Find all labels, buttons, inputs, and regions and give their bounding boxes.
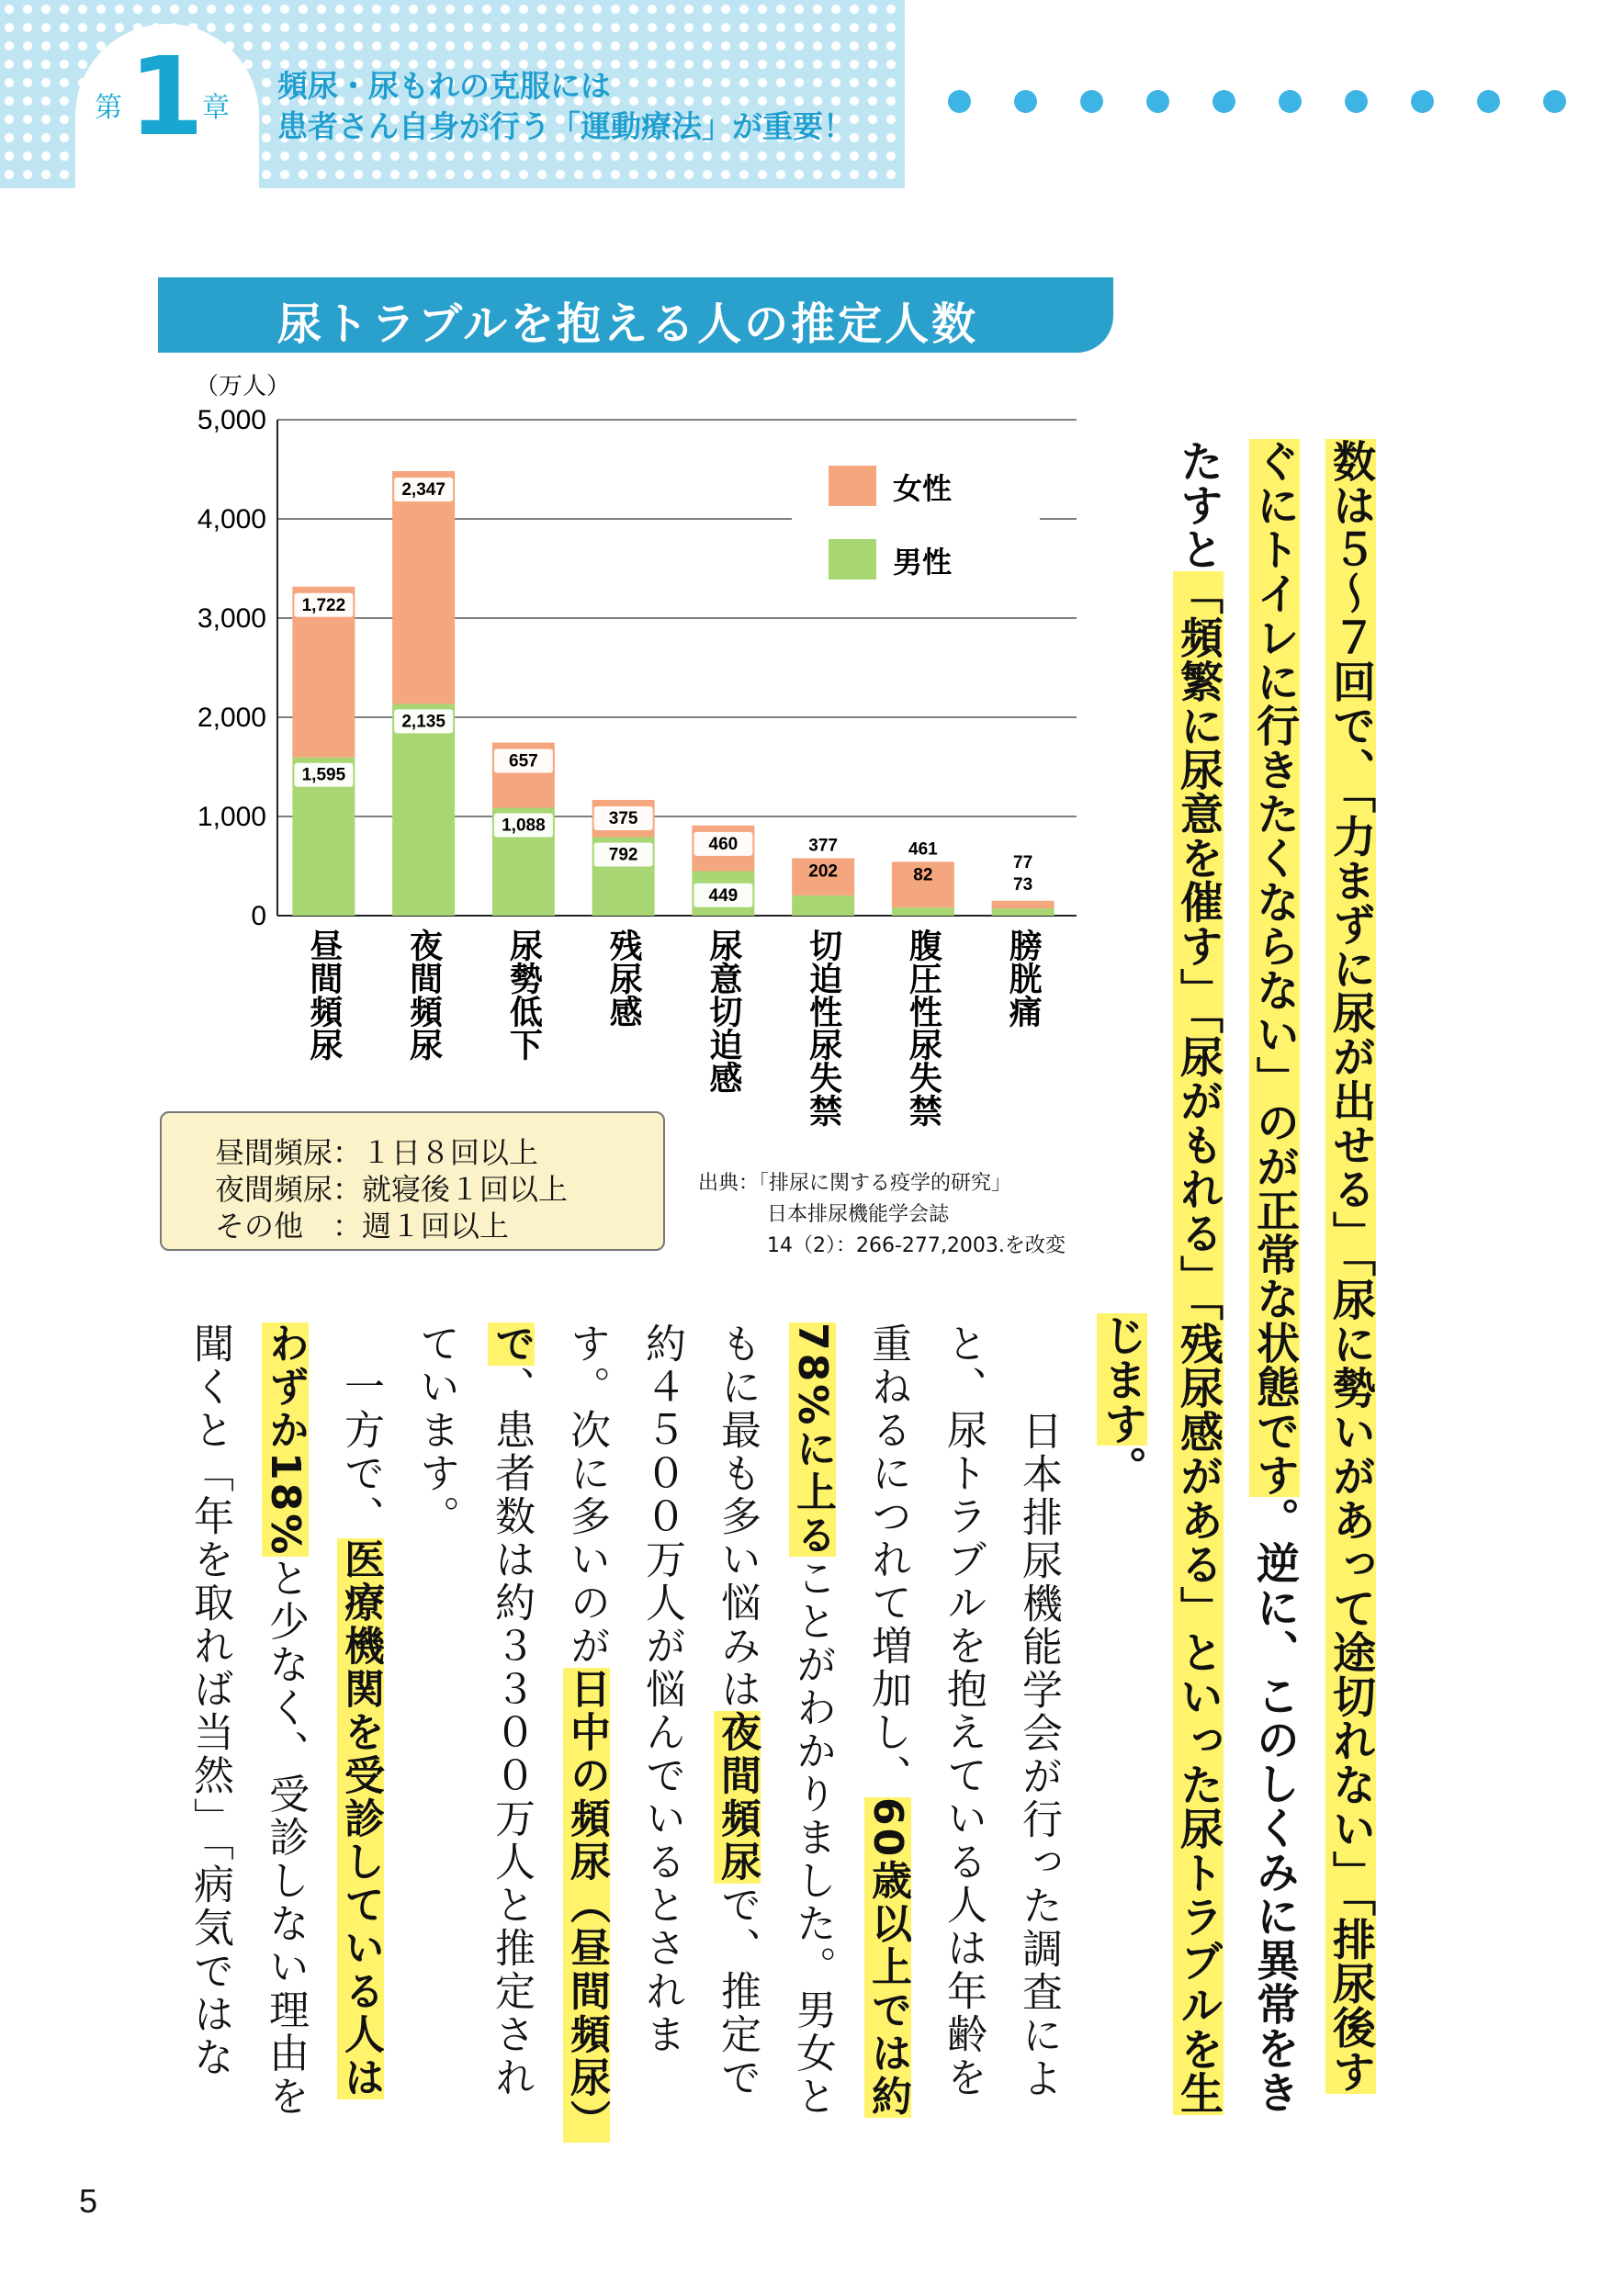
y-axis-unit-label: （万人） [195,372,291,400]
x-category-label: 夜間頻尿 [404,929,443,1061]
chapter-prefix: 第 [95,92,122,124]
data-label-female: 1,722 [301,595,346,615]
body-column-3 [864,1322,911,2119]
data-label-female: 461 [908,839,938,860]
x-category-label: 膀胱痛 [1004,929,1043,1028]
bar-male [392,703,455,916]
bar-female [392,471,455,703]
highlight: 数は５〜７回で、「力まずに尿が出せる」「尿に勢いがあって途切れない」「排尿後す [1325,439,1376,2094]
dot [1345,90,1368,113]
chapter-suffix: 章 [202,92,230,124]
highlight: ぐにトイレに行きたくならない」のが正常な状態です [1249,439,1300,1497]
bar-male [892,907,954,916]
chapter-title-line-1: 頻尿・尿もれの克服には [277,68,611,104]
plain-text: と、尿トラブルを抱えている人は年齢を [940,1322,987,2099]
upper-text-column-3 [1173,439,1224,2115]
plain-text: 日本排尿機能学会が行った調査によ [1015,1367,1062,2100]
highlight: 夜間頻尿 [714,1711,761,1884]
data-label-female: 77 [1013,852,1033,872]
y-tick-label: 1,000 [197,802,266,832]
plain-text: たすと [1173,439,1224,571]
data-label-female: 657 [509,751,538,771]
dot [1146,90,1169,113]
decorative-dots [948,90,1566,113]
data-label-male: 1,088 [502,816,546,836]
definition-box [160,1111,665,1251]
body-column-2 [940,1322,987,2099]
dot [1080,90,1103,113]
dot [1014,90,1037,113]
dot [1212,90,1235,113]
definition-other: その他 ：週１回以上 [215,1209,510,1244]
body-column-8 [488,1322,535,2099]
x-category-label: 昼間頻尿 [304,929,343,1061]
highlight: 「頻繁に尿意を催す」「尿がもれる」「残尿感がある」といった尿トラブルを生 [1173,571,1224,2115]
body-column-5 [714,1322,761,2099]
legend-label-female: 女性 [893,471,953,506]
plain-text: で、推定で [714,1884,761,2099]
data-label-male: 449 [708,885,739,906]
data-label-male: 1,595 [301,765,346,785]
chart-title-banner [158,277,1113,353]
data-label-male: 792 [608,845,638,865]
plain-text: 。逆に、このしくみに異常をき [1249,1497,1300,2114]
dot [948,90,971,113]
highlight: 78%に上る [789,1322,836,1558]
dot [1543,90,1566,113]
source-line-1: 出典：「排尿に関する疫学的研究」 [698,1172,1012,1195]
chart-title: 尿トラブルを抱える人の推定人数 [277,298,979,350]
x-category-label: 切迫性尿失禁 [804,929,842,1127]
data-label-female: 377 [808,836,838,856]
plain-text: 一方で、 [337,1322,384,1538]
legend-swatch-female [829,466,876,506]
body-column-11 [262,1322,309,2119]
data-label-male: 73 [1013,874,1033,895]
plain-text: 。 [1097,1446,1147,1490]
plain-text: ています。 [412,1322,459,1538]
plain-text: す。次に多いのが [563,1322,610,1668]
dot [1279,90,1302,113]
y-tick-label: 3,000 [197,603,266,634]
definition-nighttime: 夜間頻尿：就寝後１回以上 [215,1172,569,1207]
highlight: じます [1097,1313,1147,1446]
body-column-12 [186,1322,233,2079]
data-label-male: 202 [808,861,838,882]
plain-text: ことがわかりました。男女と [789,1557,836,2119]
plain-text: 聞くと「年を取れば当然」「病気ではな [186,1322,233,2079]
body-column-1 [1015,1367,1062,2100]
highlight: 日中の頻尿（昼間頻尿） [563,1668,610,2143]
body-column-9 [412,1322,459,1538]
chapter-title-line-2: 患者さん自身が行う「運動療法」が重要！ [277,108,853,144]
highlight: で [488,1322,535,1366]
highlight: わずか18% [262,1322,309,1558]
x-category-label: 残尿感 [604,929,643,1028]
y-tick-label: 5,000 [197,405,266,435]
x-category-label: 尿勢低下 [504,929,543,1061]
data-label-female: 460 [708,834,739,854]
chapter-number: 1 [129,33,205,160]
highlight: 医療機関を受診している人は [337,1538,384,2099]
chapter-header-band [0,0,905,188]
source-line-2: 日本排尿機能学会誌 [767,1203,950,1226]
body-column-10 [337,1322,384,2099]
upper-text-column-2 [1249,439,1300,2114]
body-column-6 [638,1322,685,2056]
y-tick-label: 2,000 [197,703,266,733]
x-category-label: 腹圧性尿失禁 [904,929,942,1127]
y-tick-label: 4,000 [197,504,266,535]
bar-male [792,895,854,916]
plain-text: 重ねるにつれて増加し、 [864,1322,911,1797]
plain-text: 、患者数は約３３００万人と推定され [488,1366,535,2099]
source-line-3: 14（2）：266-277,2003.を改変 [767,1234,1066,1257]
data-label-female: 2,347 [401,479,445,500]
bar-chart [158,363,1132,1153]
bar-female [992,901,1054,908]
highlight: 60歳以上では約 [864,1797,911,2119]
legend-swatch-male [829,539,876,580]
bar-male [992,908,1054,916]
definition-daytime: 昼間頻尿：１日８回以上 [215,1135,539,1170]
dot [1477,90,1500,113]
y-tick-label: 0 [251,901,266,931]
plain-text: 約４５００万人が悩んでいるとされま [638,1322,685,2056]
x-category-label: 尿意切迫感 [704,929,742,1094]
body-column-7 [563,1322,610,2143]
page-number: 5 [79,2182,98,2220]
dot [1411,90,1434,113]
upper-text-column-1 [1325,439,1376,2094]
body-column-4 [789,1322,836,2119]
plain-text: もに最も多い悩みは [714,1322,761,1711]
upper-text-column-4 [1097,1313,1147,1490]
data-label-male: 82 [913,865,933,885]
data-label-male: 2,135 [401,712,445,732]
plain-text: と少なく、受診しない理由を [262,1557,309,2119]
source-note [698,1168,1066,1262]
data-label-female: 375 [608,808,638,828]
legend-label-male: 男性 [893,545,953,580]
